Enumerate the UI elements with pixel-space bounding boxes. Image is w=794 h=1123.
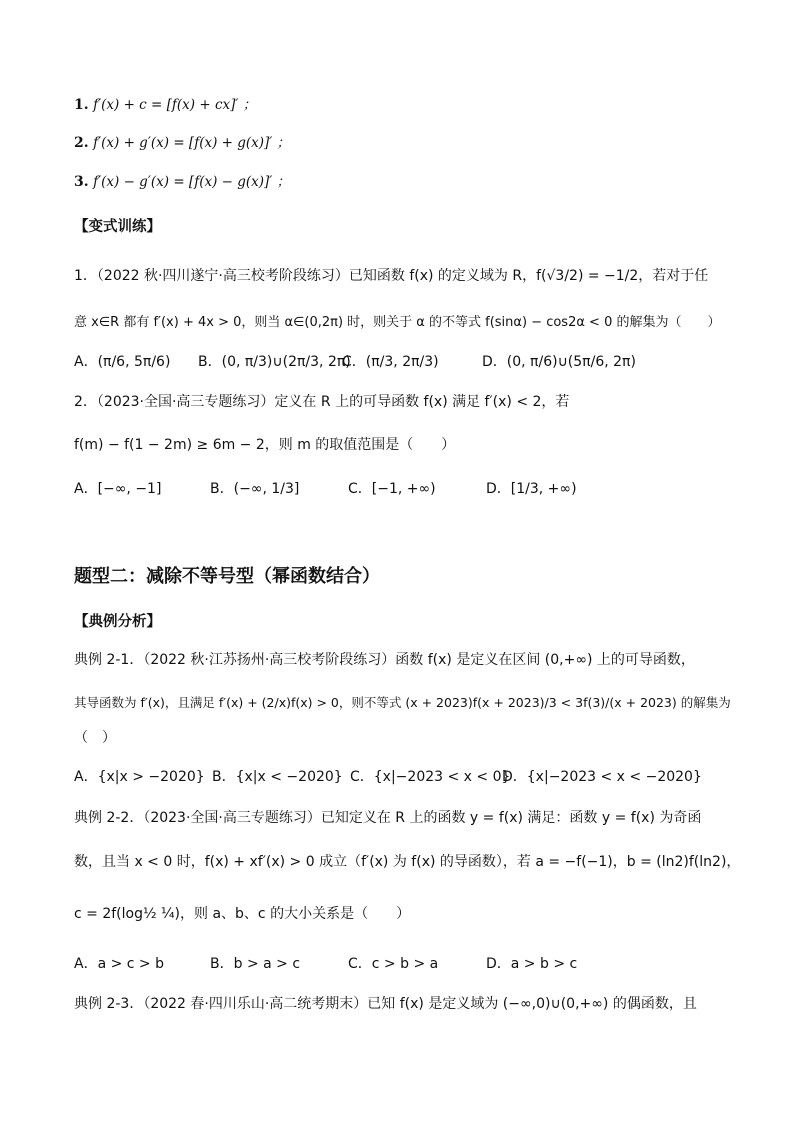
e22-option-c: C．c > b > a	[348, 956, 439, 972]
e23-line-1: 典例 2-3．（2022 春·四川乐山·高二统考期末）已知 f(x) 是定义域为 (−∞,0)∪(0,+∞) 的偶函数，且	[74, 996, 697, 1012]
e21-line-1: 典例 2-1．（2022 秋·江苏扬州·高三校考阶段练习）函数 f(x) 是定义在区间 (0,+∞) 上的可导函数，	[74, 652, 695, 668]
e22-line-1: 典例 2-2．（2023·全国·高三专题练习）已知定义在 R 上的函数 y = f(x) 满足：函数 y = f(x) 为奇函	[74, 810, 702, 826]
q2-option-b: B．(−∞, 1/3]	[210, 481, 300, 497]
q2-line-2: f(m) − f(1 − 2m) ≥ 6m − 2，则 m 的取值范围是（ ）	[74, 437, 456, 453]
e21-option-d: D．{x|−2023 < x < −2020}	[502, 769, 702, 785]
e21-line-2: 其导函数为 f′(x)，且满足 f′(x) + (2/x)f(x) > 0，则不等式 (x + 2023)f(x + 2023)/3 < 3f(3)/(x + 2023) 的解集为	[74, 695, 731, 710]
q1-option-a: A．(π/6, 5π/6)	[74, 354, 171, 370]
e22-line-2: 数，且当 x < 0 时，f(x) + xf′(x) > 0 成立（f′(x) 为 f(x) 的导函数），若 a = −f(−1)，b = (ln2)f(ln2)，	[74, 854, 741, 870]
q2-line-1: 2．（2023·全国·高三专题练习）定义在 R 上的可导函数 f(x) 满足 f′(x) < 2，若	[74, 394, 570, 410]
rule-3-formula: f′(x) − g′(x) = [f(x) − g(x)]′ ；	[93, 174, 291, 190]
rule-1: 1. f′(x) + c = [f(x) + cx]′ ；	[74, 97, 257, 113]
q1-option-c: C．(π/3, 2π/3)	[342, 354, 439, 370]
section-heading-variant-training: 【变式训练】	[74, 219, 161, 235]
e22-option-d: D．a > b > c	[486, 956, 578, 972]
e22-line-3: c = 2f(log½ ¼)，则 a、b、c 的大小关系是（ ）	[74, 906, 411, 922]
e21-line-3: （ ）	[74, 730, 116, 746]
q2-option-d: D．[1/3, +∞)	[486, 481, 577, 497]
e22-option-a: A．a > c > b	[74, 956, 165, 972]
rule-2: 2. f′(x) + g′(x) = [f(x) + g(x)]′ ；	[74, 135, 291, 151]
e22-option-b: B．b > a > c	[210, 956, 301, 972]
q2-option-c: C．[−1, +∞)	[348, 481, 436, 497]
q1-line-1: 1．（2022 秋·四川遂宁·高三校考阶段练习）已知函数 f(x) 的定义域为 R，f(√3/2) = −1/2，若对于任	[74, 268, 709, 284]
rule-3: 3. f′(x) − g′(x) = [f(x) − g(x)]′ ；	[74, 174, 291, 190]
e21-option-a: A．{x|x > −2020}	[74, 769, 205, 785]
q2-option-a: A．[−∞, −1]	[74, 481, 162, 497]
rule-1-formula: f′(x) + c = [f(x) + cx]′ ；	[93, 97, 257, 113]
e21-option-c: C．{x|−2023 < x < 0}	[350, 769, 511, 785]
section-title-type-two: 题型二：减除不等号型（幂函数结合）	[74, 566, 380, 587]
q1-option-b: B．(0, π/3)∪(2π/3, 2π)	[198, 354, 351, 370]
q1-option-d: D．(0, π/6)∪(5π/6, 2π)	[482, 354, 636, 370]
section-heading-example-analysis: 【典例分析】	[74, 614, 161, 630]
e21-option-b: B．{x|x < −2020}	[212, 769, 343, 785]
rule-2-formula: f′(x) + g′(x) = [f(x) + g(x)]′ ；	[93, 135, 291, 151]
q1-line-2: 意 x∈R 都有 f′(x) + 4x > 0，则当 α∈(0,2π) 时，则关于 α 的不等式 f(sinα) − cos2α < 0 的解集为（ ）	[74, 315, 721, 330]
